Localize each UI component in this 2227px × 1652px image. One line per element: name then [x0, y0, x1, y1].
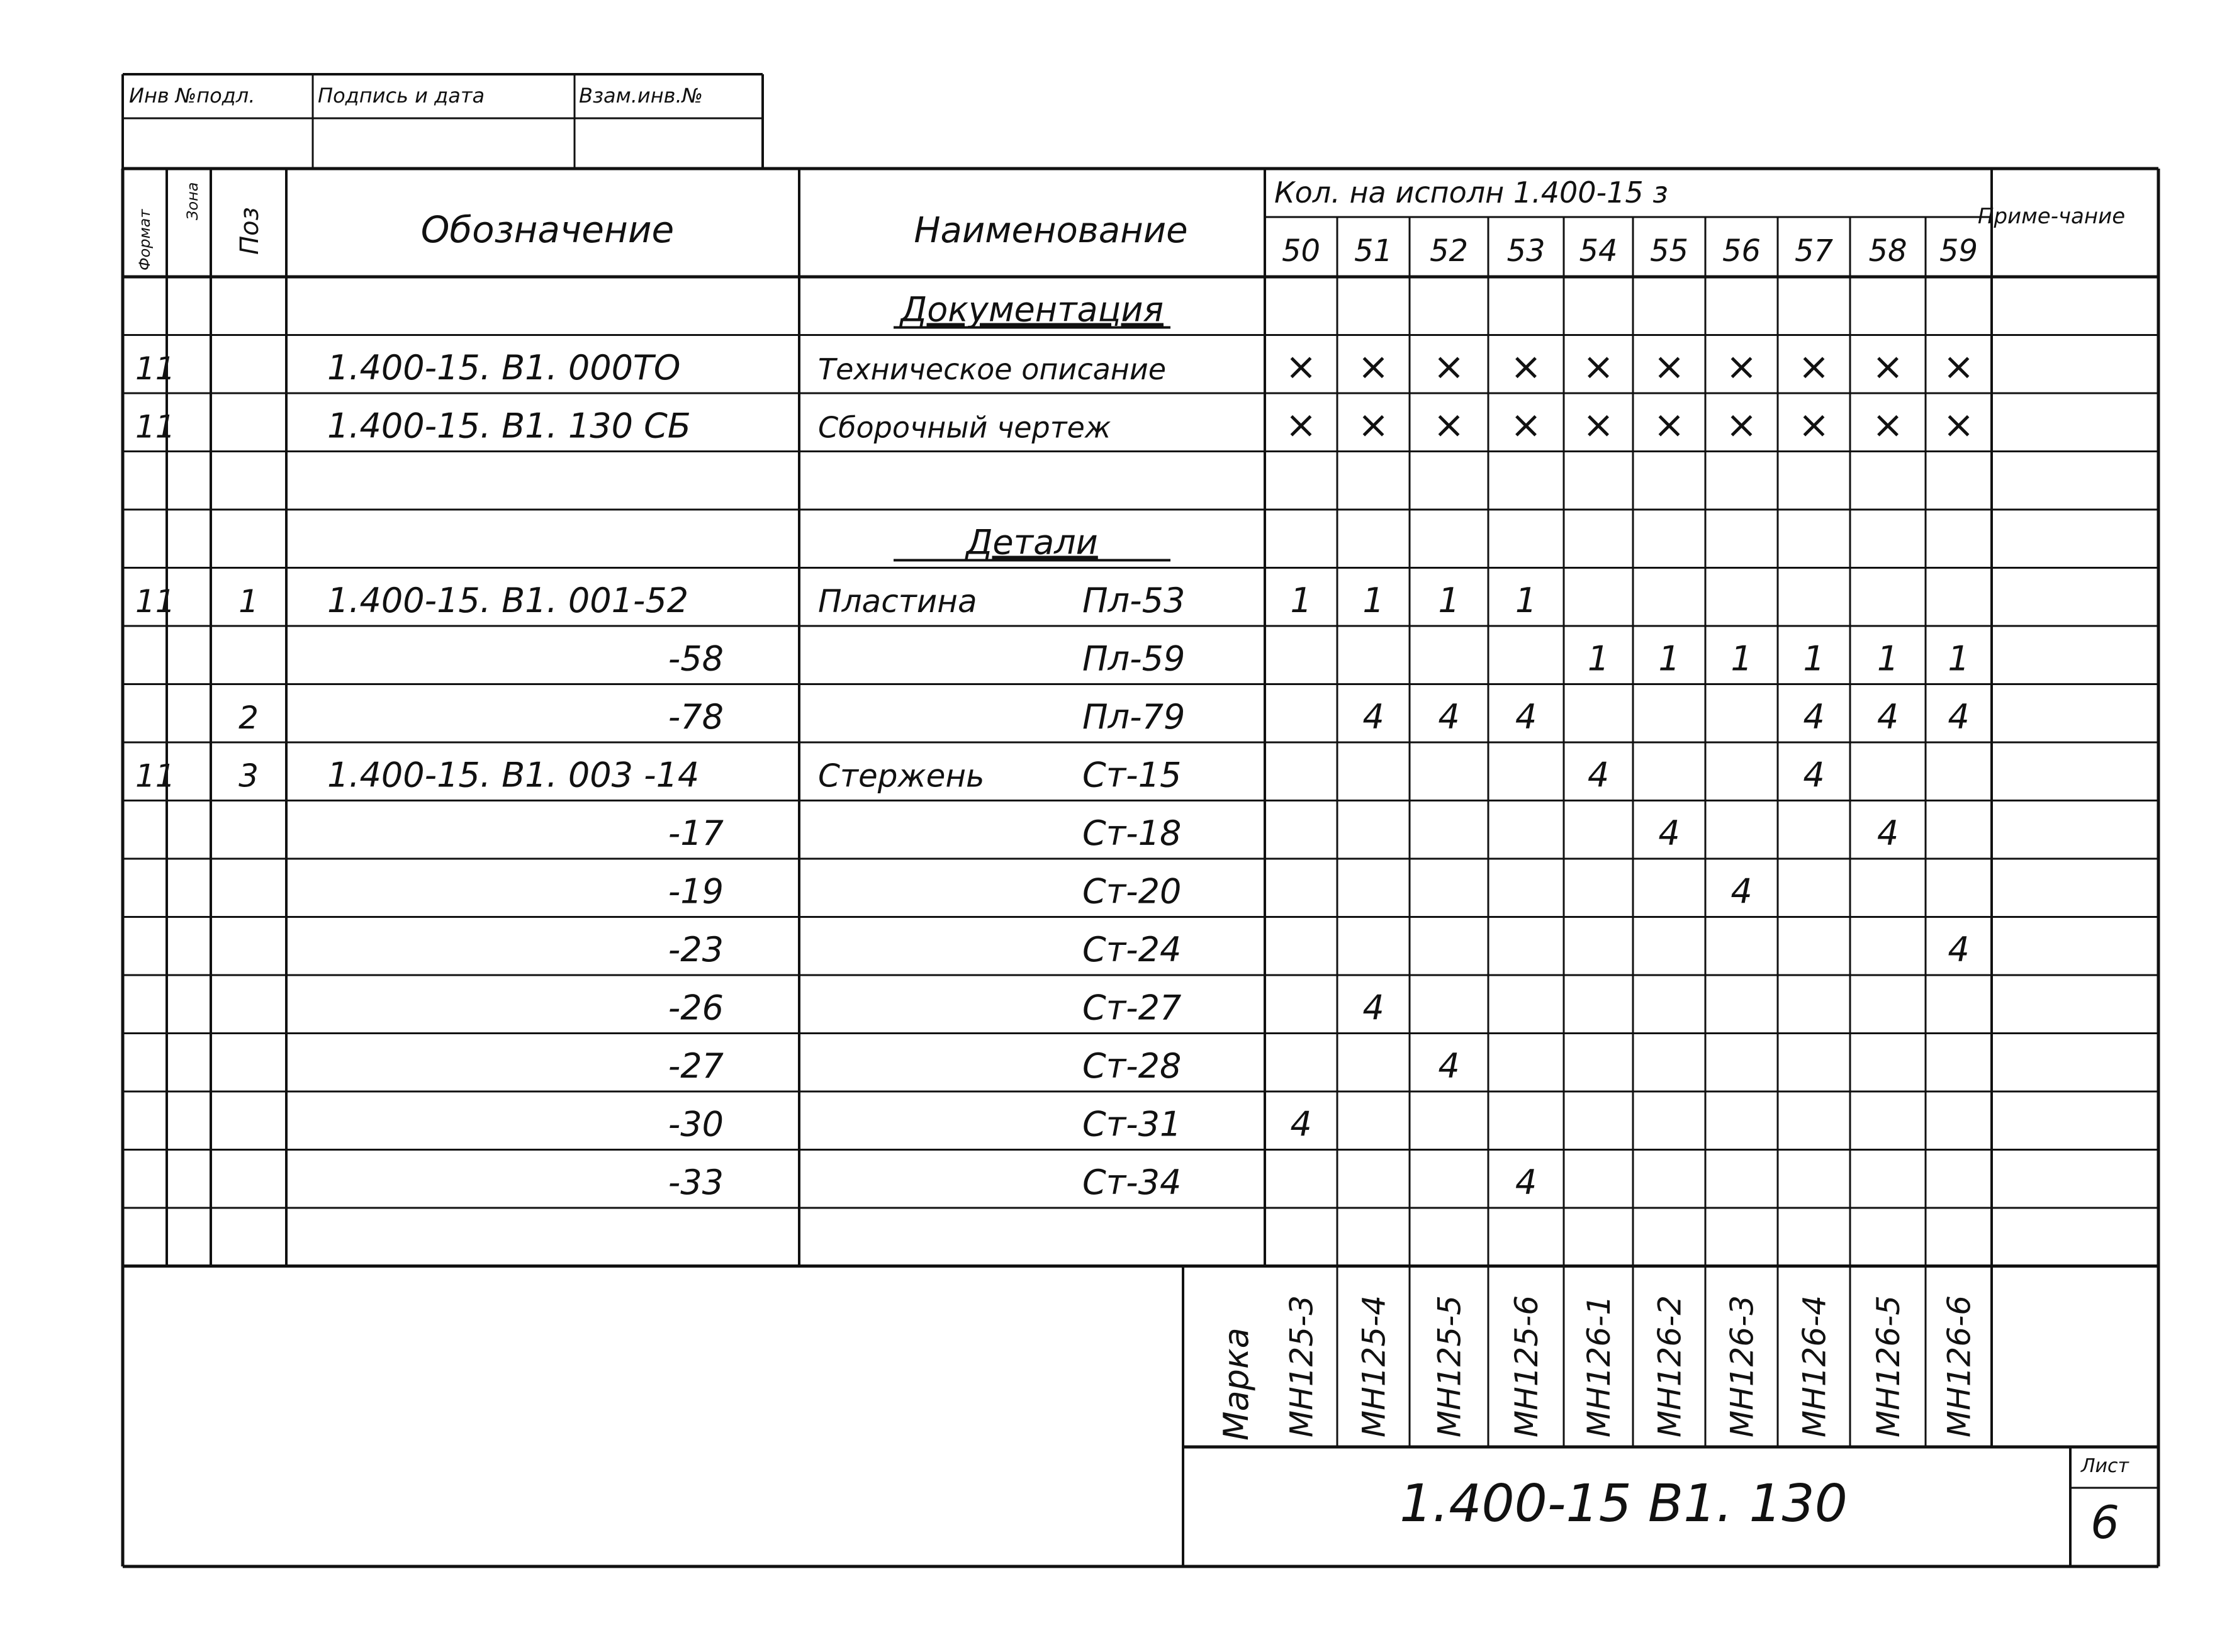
variant-header: 51	[1354, 233, 1393, 269]
variant-header: 59	[1939, 233, 1978, 269]
header-pos: Поз	[235, 207, 264, 255]
cell-designation: -19	[668, 871, 724, 912]
qty-cell: ×	[1510, 345, 1542, 389]
cell-name-mark: Ст-15	[1082, 755, 1182, 795]
cell-name-mark: Пл-53	[1082, 581, 1186, 620]
table-row	[668, 930, 1970, 969]
qty-cell: 1	[1515, 581, 1537, 620]
qty-cell: ×	[1871, 345, 1904, 389]
cell-designation: -17	[668, 813, 724, 853]
qty-cell: ×	[1433, 403, 1465, 447]
qty-cell: 1	[1803, 639, 1825, 679]
qty-cell: 1	[1290, 581, 1312, 620]
qty-cell: ×	[1653, 403, 1685, 447]
mark-label: МН126-1	[1581, 1295, 1617, 1437]
header-name: Наименование	[914, 210, 1188, 251]
qty-cell: 4	[1362, 988, 1384, 1028]
header-zone: Зона	[184, 182, 201, 220]
cell-designation: -30	[668, 1104, 724, 1144]
cell-format: 11	[135, 350, 176, 387]
cell-pos: 2	[238, 700, 259, 736]
mark-label: МН126-6	[1941, 1295, 1978, 1437]
table-row	[668, 1105, 1312, 1144]
qty-cell: 4	[1438, 1046, 1460, 1086]
variant-header: 58	[1868, 233, 1907, 269]
table-row	[668, 988, 1384, 1028]
qty-cell: 1	[1731, 639, 1753, 679]
qty-cell: ×	[1871, 403, 1904, 447]
table-row	[894, 290, 1170, 330]
table-row	[135, 345, 1975, 389]
qty-cell: ×	[1725, 345, 1758, 389]
qty-cell: 4	[1803, 697, 1825, 737]
qty-cell: 4	[1438, 697, 1460, 737]
qty-cell: ×	[1433, 345, 1465, 389]
qty-cell: ×	[1943, 345, 1975, 389]
cell-name-mark: Ст-34	[1082, 1163, 1182, 1202]
header-qty: Кол. на исполн 1.400-15 з	[1274, 176, 1668, 209]
qty-cell: 1	[1587, 639, 1610, 679]
variant-header: 53	[1506, 233, 1545, 269]
qty-cell: 1	[1362, 581, 1384, 620]
table-row	[238, 697, 1970, 737]
stamp-header-replaced: Взам.инв.№	[579, 84, 703, 108]
cell-name-mark: Пл-79	[1082, 697, 1186, 737]
qty-cell: 1	[1658, 639, 1680, 679]
variant-header: 56	[1722, 233, 1761, 269]
cell-designation: -27	[668, 1046, 724, 1086]
cell-name-mark: Ст-28	[1082, 1046, 1182, 1086]
qty-cell: 1	[1948, 639, 1970, 679]
table-row	[668, 1046, 1460, 1086]
cell-name-mark: Пл-59	[1082, 639, 1186, 679]
table-row	[135, 403, 1975, 447]
variant-header: 52	[1429, 233, 1469, 269]
qty-cell: ×	[1653, 345, 1685, 389]
qty-cell: 4	[1948, 697, 1970, 737]
mark-label: МН125-4	[1355, 1295, 1393, 1437]
qty-cell: ×	[1357, 345, 1389, 389]
mark-label: МН126-3	[1724, 1295, 1761, 1437]
header-format: Формат	[136, 209, 154, 271]
qty-cell: 4	[1948, 930, 1970, 969]
cell-format: 11	[135, 583, 176, 620]
cell-designation: 1.400-15. В1. 130 СБ	[327, 406, 691, 446]
cell-designation: -33	[668, 1163, 724, 1202]
variant-header: 50	[1281, 233, 1321, 269]
cell-name: Сборочный чертеж	[818, 410, 1111, 445]
qty-cell: 1	[1438, 581, 1460, 620]
table-row	[668, 872, 1753, 912]
variant-header: 54	[1579, 233, 1618, 269]
qty-cell: 4	[1587, 755, 1610, 795]
qty-cell: ×	[1357, 403, 1389, 447]
stamp-header-signature: Подпись и дата	[318, 84, 485, 108]
cell-designation: -26	[668, 988, 724, 1028]
header-designation: Обозначение	[420, 208, 675, 251]
qty-cell: ×	[1725, 403, 1758, 447]
cell-name: Техническое описание	[818, 352, 1167, 386]
cell-designation: -78	[668, 697, 724, 737]
qty-cell: 4	[1290, 1104, 1312, 1144]
table-row	[668, 813, 1899, 853]
qty-cell: ×	[1285, 345, 1317, 389]
mark-label: МН125-3	[1283, 1295, 1320, 1437]
qty-cell: ×	[1582, 345, 1615, 389]
cell-name-mark: Ст-31	[1082, 1104, 1182, 1144]
cell-designation: -58	[668, 639, 724, 679]
section-title: Документация	[900, 289, 1164, 330]
variant-header: 57	[1794, 233, 1834, 269]
qty-cell: ×	[1798, 345, 1830, 389]
marka-label: Марка	[1216, 1327, 1256, 1441]
cell-name-mark: Ст-24	[1082, 930, 1182, 969]
qty-cell: ×	[1582, 403, 1615, 447]
header-note: Приме-чание	[1977, 204, 2126, 229]
cell-pos: 1	[238, 583, 259, 620]
mark-label: МН126-4	[1796, 1295, 1833, 1437]
mark-label: МН125-5	[1431, 1295, 1468, 1437]
qty-cell: ×	[1943, 403, 1975, 447]
qty-cell: ×	[1798, 403, 1830, 447]
cell-designation: 1.400-15. В1. 003 -14	[327, 755, 700, 795]
section-title: Детали	[966, 522, 1098, 562]
table-row	[668, 639, 1970, 679]
qty-cell: 4	[1658, 813, 1680, 853]
qty-cell: 4	[1515, 697, 1537, 737]
cell-format: 11	[135, 757, 176, 795]
table-row	[135, 581, 1537, 620]
cell-format: 11	[135, 408, 176, 445]
cell-name: Стержень	[818, 757, 985, 795]
cell-name-mark: Ст-18	[1082, 813, 1182, 853]
document-code: 1.400-15 В1. 130	[1400, 1474, 1848, 1534]
qty-cell: 4	[1876, 813, 1899, 853]
qty-cell: ×	[1285, 403, 1317, 447]
qty-cell: ×	[1510, 403, 1542, 447]
cell-name-mark: Ст-20	[1082, 871, 1182, 912]
qty-cell: 4	[1362, 697, 1384, 737]
stamp-header-inv: Инв №подл.	[129, 84, 255, 108]
variant-header: 55	[1649, 233, 1689, 269]
qty-cell: 4	[1731, 871, 1753, 912]
mark-label: МН126-5	[1870, 1295, 1907, 1437]
mark-label: МН125-6	[1508, 1295, 1545, 1437]
table-row	[135, 756, 1825, 795]
cell-designation: 1.400-15. В1. 001-52	[327, 581, 689, 620]
sheet-label: Лист	[2080, 1455, 2129, 1477]
cell-pos: 3	[238, 757, 259, 795]
qty-cell: 4	[1515, 1163, 1537, 1202]
sheet-number: 6	[2090, 1496, 2119, 1549]
mark-label: МН126-2	[1651, 1295, 1688, 1437]
qty-cell: 4	[1876, 697, 1899, 737]
qty-cell: 4	[1803, 755, 1825, 795]
qty-cell: 1	[1876, 639, 1899, 679]
cell-designation: -23	[668, 930, 724, 969]
cell-name: Пластина	[818, 583, 977, 620]
table-row	[894, 523, 1170, 562]
cell-designation: 1.400-15. В1. 000ТО	[327, 348, 681, 388]
cell-name-mark: Ст-27	[1082, 988, 1182, 1028]
